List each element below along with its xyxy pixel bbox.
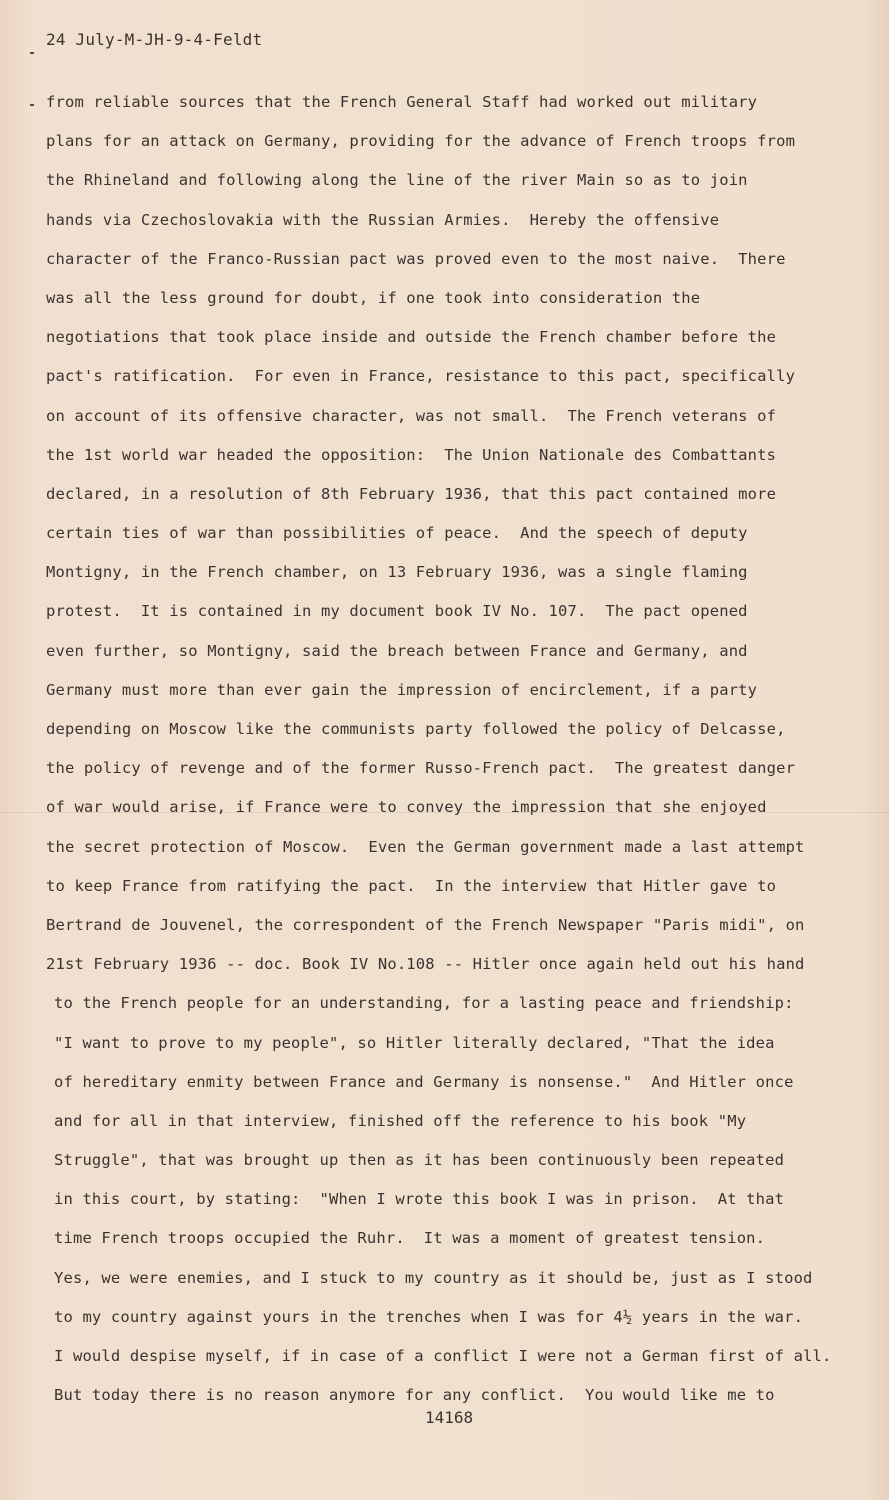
text-line: in this court, by stating: "When I wrote this book I was in prison. At that bbox=[54, 1190, 785, 1209]
text-line: from reliable sources that the French General Staff had worked out military bbox=[46, 93, 758, 111]
page-number: 14168 bbox=[425, 1408, 474, 1427]
text-line: protest. It is contained in my document book IV No. 107. The pact opened bbox=[46, 602, 748, 621]
text-line: Bertrand de Jouvenel, the correspondent of the French Newspaper "Paris midi", on bbox=[46, 915, 805, 934]
text-line: of war would arise, if France were to convey the impression that she enjoyed bbox=[46, 798, 767, 817]
text-line: character of the Franco-Russian pact was proved even to the most naive. There bbox=[46, 249, 786, 268]
text-line: of hereditary enmity between France and Germany is nonsense." And Hitler once bbox=[54, 1072, 794, 1091]
text-line: depending on Moscow like the communists party followed the policy of Delcasse, bbox=[46, 720, 786, 738]
text-line: But today there is no reason anymore for any conflict. You would like me to bbox=[54, 1386, 775, 1405]
text-line: to the French people for an understanding, for a lasting peace and friendship: bbox=[54, 994, 794, 1013]
text-line: I would despise myself, if in case of a conflict I were not a German first of all. bbox=[54, 1347, 832, 1365]
text-line: and for all in that interview, finished off the reference to his book "My bbox=[54, 1111, 747, 1130]
text-line: Struggle", that was brought up then as it has been continuously been repeated bbox=[54, 1151, 785, 1170]
margin-mark bbox=[30, 52, 34, 54]
text-line: was all the less ground for doubt, if one took into consideration the bbox=[46, 288, 701, 307]
text-line: negotiations that took place inside and outside the French chamber before the bbox=[46, 328, 777, 347]
text-line: the policy of revenge and of the former Russo-French pact. The greatest danger bbox=[46, 759, 796, 778]
text-line: Germany must more than ever gain the impression of encirclement, if a party bbox=[46, 680, 758, 699]
body-text bbox=[46, 90, 836, 1422]
text-line: the Rhineland and following along the line of the river Main so as to join bbox=[46, 171, 748, 190]
text-line: hands via Czechoslovakia with the Russian Armies. Hereby the offensive bbox=[46, 210, 720, 229]
text-line: certain ties of war than possibilities of peace. And the speech of deputy bbox=[46, 524, 748, 543]
text-line: to my country against yours in the trenches when I was for 4½ years in the war. bbox=[54, 1307, 804, 1326]
text-line: time French troops occupied the Ruhr. It was a moment of greatest tension. bbox=[54, 1229, 766, 1248]
margin-mark bbox=[30, 104, 34, 106]
text-line: even further, so Montigny, said the breach between France and Germany, and bbox=[46, 641, 748, 660]
text-line: the 1st world war headed the opposition: The Union Nationale des Combattants bbox=[46, 445, 777, 464]
text-line: to keep France from ratifying the pact. In the interview that Hitler gave to bbox=[46, 876, 777, 895]
text-line: plans for an attack on Germany, providing for the advance of French troops from bbox=[46, 132, 796, 151]
text-line: "I want to prove to my people", so Hitler literally declared, "That the idea bbox=[54, 1033, 775, 1052]
text-line: 21st February 1936 -- doc. Book IV No.108 -- Hitler once again held out his hand bbox=[46, 955, 805, 974]
text-line: Yes, we were enemies, and I stuck to my country as it should be, just as I stood bbox=[54, 1268, 813, 1287]
page-header: 24 July-M-JH-9-4-Feldt bbox=[46, 30, 263, 49]
text-line: Montigny, in the French chamber, on 13 February 1936, was a single flaming bbox=[46, 563, 748, 582]
text-line: pact's ratification. For even in France, resistance to this pact, specifically bbox=[46, 367, 796, 386]
text-line: declared, in a resolution of 8th February 1936, that this pact contained more bbox=[46, 484, 777, 503]
text-line: on account of its offensive character, was not small. The French veterans of bbox=[46, 406, 777, 425]
text-line: the secret protection of Moscow. Even the German government made a last attempt bbox=[46, 837, 805, 856]
